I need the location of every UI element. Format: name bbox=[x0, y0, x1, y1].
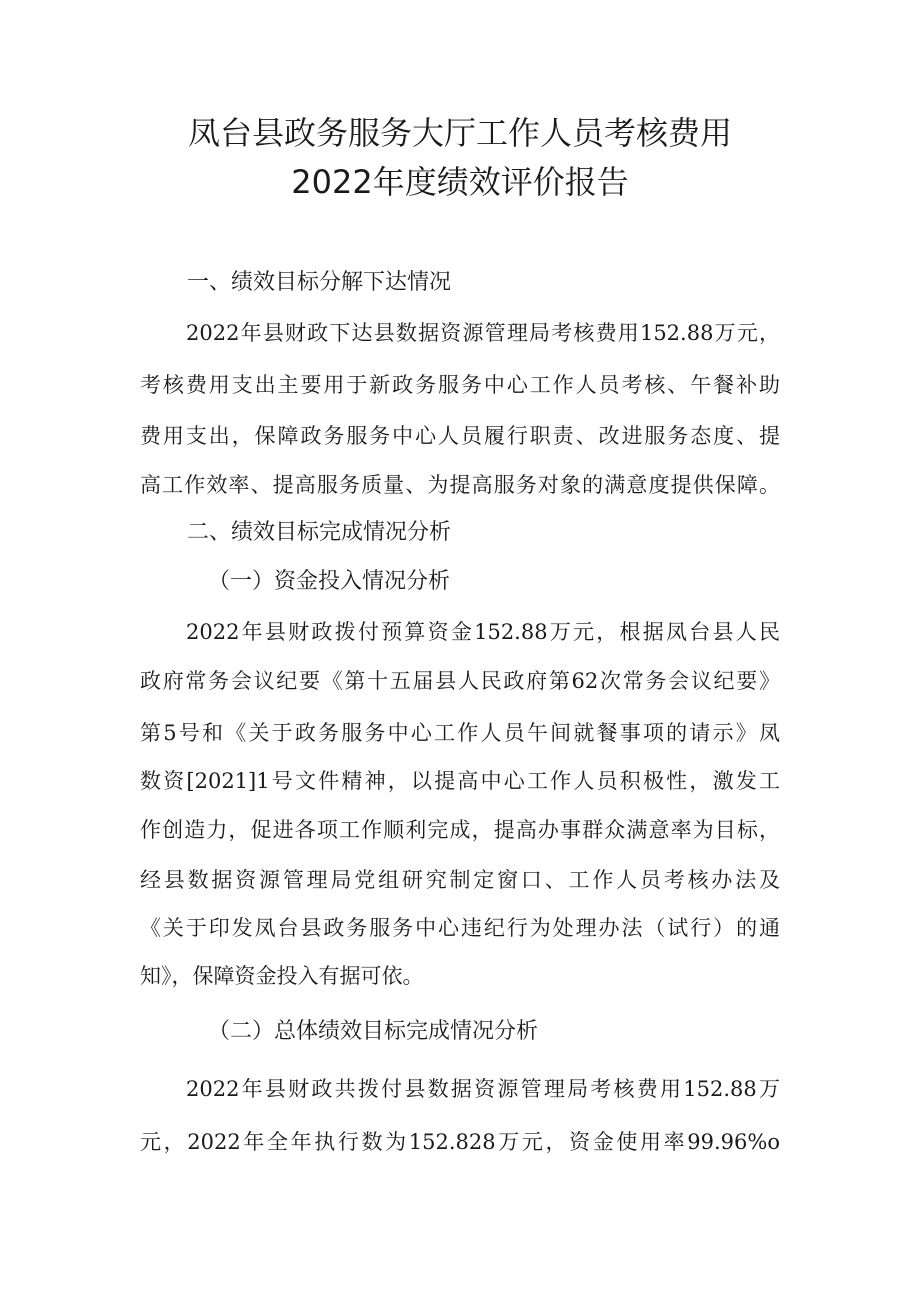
subsection-1-paragraph-line: 作创造力，促进各项工作顺利完成，提高办事群众满意率为目标， bbox=[140, 818, 780, 842]
section-1-paragraph-line: 2022年县财政下达县数据资源管理局考核费用152.88万元， bbox=[186, 321, 780, 345]
document-title-line-2: 2022年度绩效评价报告 bbox=[291, 163, 629, 201]
subsection-1-paragraph-line: 政府常务会议纪要《第十五届县人民政府第62次常务会议纪要》 bbox=[140, 669, 780, 693]
subsection-2-paragraph-line: 2022年县财政共拨付县数据资源管理局考核费用152.88万 bbox=[186, 1077, 780, 1101]
subsection-2-heading: （二）总体绩效目标完成情况分析 bbox=[208, 1019, 539, 1044]
section-1-paragraph-line: 费用支出，保障政务服务中心人员履行职责、改进服务态度、提 bbox=[140, 424, 780, 448]
subsection-1-paragraph-line: 2022年县财政拨付预算资金152.88万元，根据凤台县人民 bbox=[186, 620, 780, 644]
section-1-paragraph-line: 考核费用支出主要用于新政务服务中心工作人员考核、午餐补助 bbox=[140, 373, 780, 397]
subsection-1-heading: （一）资金投入情况分析 bbox=[208, 569, 451, 594]
subsection-1-paragraph-line: 知》，保障资金投入有据可依。 bbox=[140, 964, 424, 988]
subsection-1-paragraph-line: 数资[2021]1号文件精神，以提高中心工作人员积极性，激发工 bbox=[140, 769, 780, 793]
section-2-heading: 二、绩效目标完成情况分析 bbox=[187, 520, 452, 545]
subsection-1-paragraph-line: 《关于印发凤台县政务服务中心违纪行为处理办法（试行）的通 bbox=[140, 916, 780, 940]
document-title-line-1: 凤台县政务服务大厅工作人员考核费用 bbox=[187, 114, 732, 152]
section-1-heading: 一、绩效目标分解下达情况 bbox=[187, 270, 452, 295]
subsection-2-paragraph-line: 元，2022年全年执行数为152.828万元，资金使用率99.96%o bbox=[140, 1130, 780, 1154]
subsection-1-paragraph-line: 第5号和《关于政务服务中心工作人员午间就餐事项的请示》凤 bbox=[140, 721, 780, 745]
subsection-1-paragraph-line: 经县数据资源管理局党组研究制定窗口、工作人员考核办法及 bbox=[140, 868, 780, 892]
section-1-paragraph-line: 高工作效率、提高服务质量、为提高服务对象的满意度提供保障。 bbox=[140, 473, 780, 497]
